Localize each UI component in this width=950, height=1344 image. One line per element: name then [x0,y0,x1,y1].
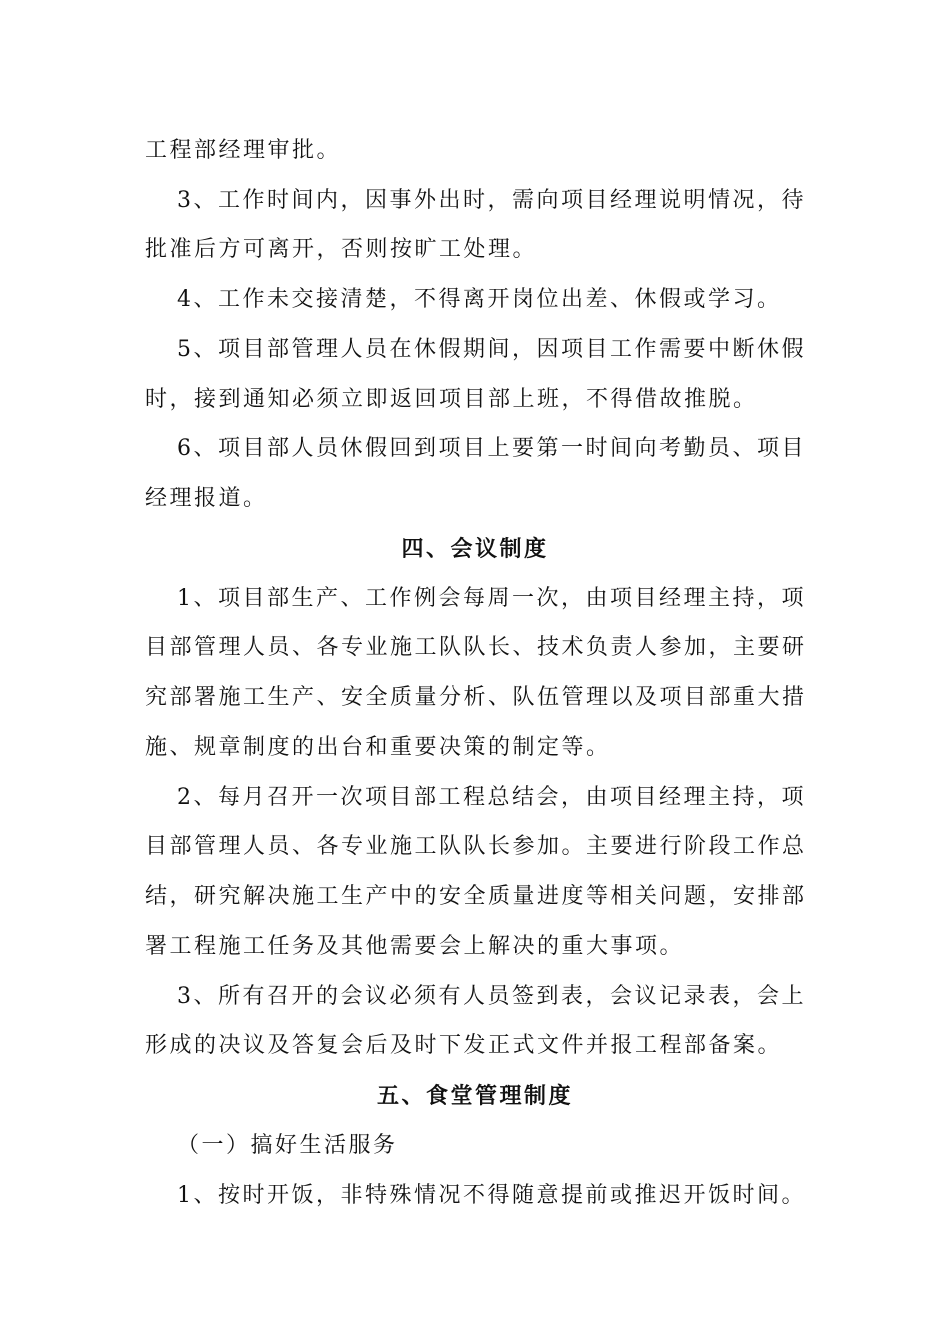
paragraph-line: 经理报道。 [145,486,268,511]
paragraph-line: 施、规章制度的出台和重要决策的制定等。 [145,735,611,760]
paragraph-line: 究部署施工生产、安全质量分析、队伍管理以及项目部重大措 [145,685,807,710]
paragraph-line: 3、所有召开的会议必须有人员签到表，会议记录表，会上 [177,984,806,1009]
paragraph-line: 批准后方可离开，否则按旷工处理。 [145,237,538,262]
section-heading: 四、会议制度 [401,536,549,562]
subsection-heading: （一）搞好生活服务 [177,1133,398,1158]
paragraph-line: 目部管理人员、各专业施工队队长参加。主要进行阶段工作总 [145,834,807,859]
paragraph-line: 6、项目部人员休假回到项目上要第一时间向考勤员、项目 [177,436,806,461]
paragraph-line: 工程部经理审批。 [145,138,342,163]
paragraph-line: 3、工作时间内，因事外出时，需向项目经理说明情况，待 [177,188,806,213]
paragraph-line: 形成的决议及答复会后及时下发正式文件并报工程部备案。 [145,1033,783,1058]
paragraph-line: 署工程施工任务及其他需要会上解决的重大事项。 [145,934,685,959]
paragraph-line: 结，研究解决施工生产中的安全质量进度等相关问题，安排部 [145,884,807,909]
paragraph-line: 1、项目部生产、工作例会每周一次，由项目经理主持，项 [177,586,806,611]
paragraph-line: 时，接到通知必须立即返回项目部上班，不得借故推脱。 [145,387,758,412]
paragraph-line: 4、工作未交接清楚，不得离开岗位出差、休假或学习。 [177,287,782,312]
paragraph-line: 5、项目部管理人员在休假期间，因项目工作需要中断休假 [177,337,806,362]
paragraph-line: 1、按时开饭，非特殊情况不得随意提前或推迟开饭时间。 [177,1183,806,1208]
section-heading: 五、食堂管理制度 [376,1083,573,1109]
paragraph-line: 2、每月召开一次项目部工程总结会，由项目经理主持，项 [177,785,806,810]
paragraph-line: 目部管理人员、各专业施工队队长、技术负责人参加，主要研 [145,635,807,660]
